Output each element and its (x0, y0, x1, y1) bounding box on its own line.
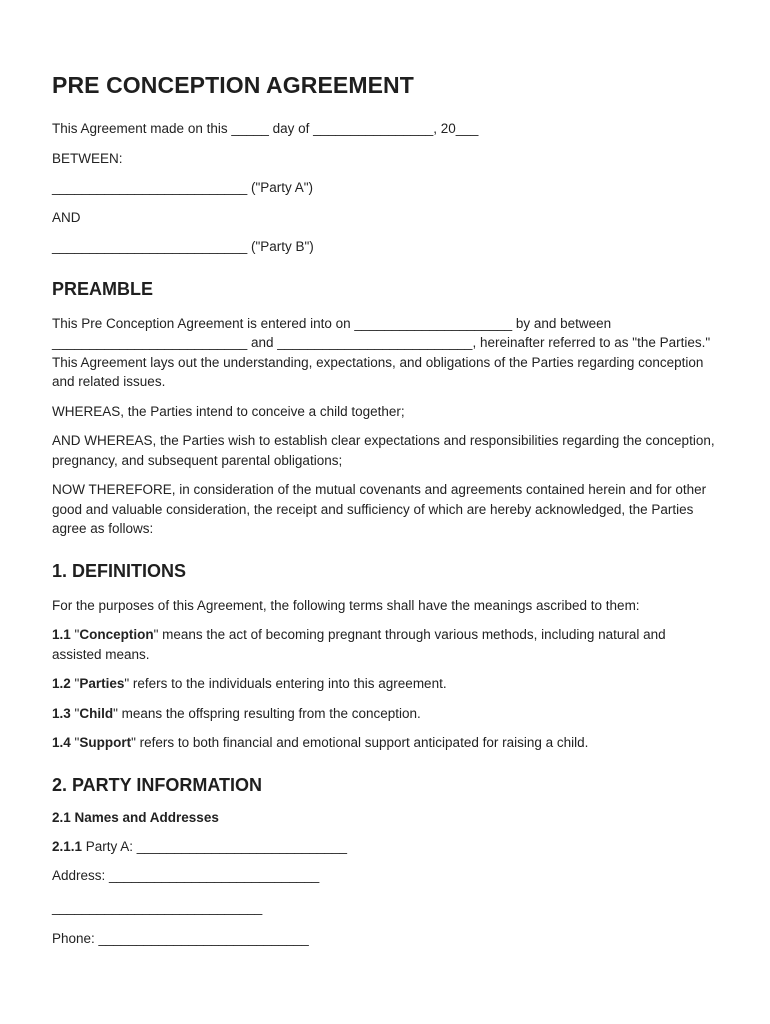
party-a-line (52, 837, 718, 857)
preamble-paragraph-3: AND WHEREAS, the Parties wish to establish clear expectations and responsibilities regarding the conception, pregnancy, and subsequent parental obligations; (52, 433, 715, 468)
definition-number: 1.2 (52, 676, 71, 691)
address-line-2: ____________________________ (52, 899, 263, 915)
definition-number: 1.3 (52, 705, 71, 721)
intro-party-a: __________________________ ("Party A") (52, 180, 314, 195)
intro-made-on: This Agreement made on this _____ day of ________________, 20___ (52, 121, 479, 136)
preamble-paragraph-2: WHEREAS, the Parties intend to conceive a child together; (52, 403, 405, 419)
definition-item: 1.1 "Conception" means the act of becoming pregnant through various methods, including natural and assisted means. (52, 627, 666, 662)
definition-item: 1.4 "Support" refers to both financial and emotional support anticipated for raising a child. (52, 735, 589, 750)
definition-text: " means the act of becoming pregnant through various methods, including natural and assisted means. (52, 627, 666, 662)
preamble-paragraph-4: NOW THEREFORE, in consideration of the mutual covenants and agreements contained herein and for other good and valuable consideration, the receipt and sufficiency of which are hereby acknowledged, the Parties agree as follows: (52, 482, 707, 536)
party-info-heading: 2. PARTY INFORMATION (52, 774, 263, 795)
document-title: PRE CONCEPTION AGREEMENT (52, 72, 414, 98)
names-addresses-subheading: 2.1 Names and Addresses (52, 809, 219, 825)
definition-text: " means the offspring resulting from the conception. (113, 705, 421, 721)
intro-between: BETWEEN: (52, 150, 123, 166)
definition-term: Child (79, 705, 114, 721)
definition-number: 1.1 (52, 627, 71, 642)
definition-term: Parties (79, 676, 125, 691)
address-line: Address: ____________________________ (52, 868, 320, 883)
party-a-number: 2.1.1 (52, 838, 83, 854)
definition-text: " refers to the individuals entering into this agreement. (124, 676, 447, 691)
definition-text: " refers to both financial and emotional support anticipated for raising a child. (131, 735, 589, 750)
definition-number: 1.4 (52, 735, 71, 750)
definition-term: Conception (79, 627, 154, 642)
intro-party-b: __________________________ ("Party B") (52, 239, 314, 254)
definition-item: 1.3 "Child" means the offspring resulting from the conception. (52, 705, 421, 721)
intro-and: AND (52, 209, 81, 225)
definitions-heading: 1. DEFINITIONS (52, 560, 187, 581)
phone-line: Phone: ____________________________ (52, 931, 309, 946)
preamble-paragraph-1: This Pre Conception Agreement is entered into on _____________________ by and between __________________________ and __________________________, hereinafter referred to as "the Parties." This Agreement lays out the understanding, expectations, and obligations of the Parties regarding conception and related issues. (52, 315, 711, 389)
definition-item: 1.2 "Parties" refers to the individuals entering into this agreement. (52, 676, 447, 691)
party-a-label: Party A: ____________________________ (82, 838, 348, 854)
preamble-heading: PREAMBLE (52, 278, 154, 299)
definition-term: Support (79, 735, 132, 750)
definitions-intro: For the purposes of this Agreement, the following terms shall have the meanings ascribed to them: (52, 597, 640, 613)
